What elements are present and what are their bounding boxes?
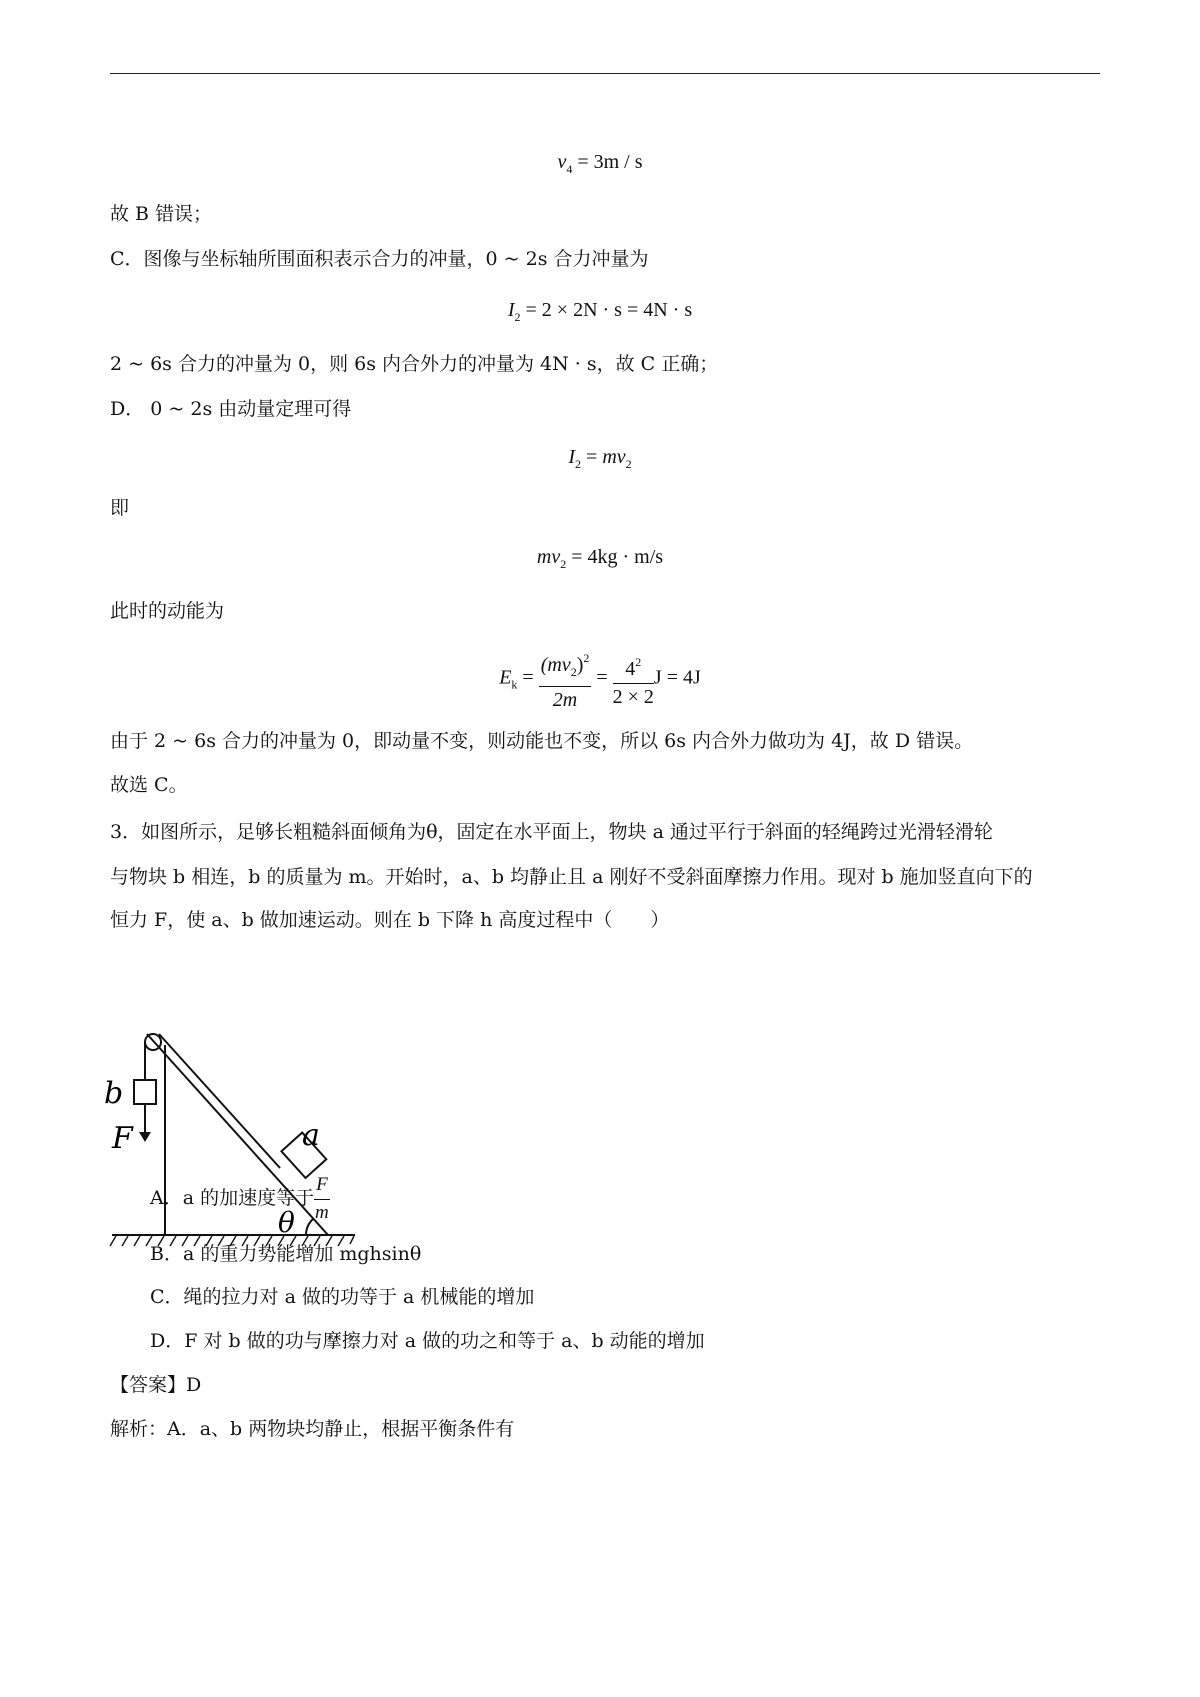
label-theta: θ: [278, 1206, 295, 1239]
line-b-wrong: 故 B 错误；: [110, 203, 213, 225]
rope-to-a: [159, 1034, 280, 1168]
equation-i2: $I_2 = 2 \times 2N \cdot s = 4N \cdot s$: [507, 299, 693, 324]
equation-v4: $v_4 = 3m / s$: [557, 151, 643, 176]
label-b: b: [104, 1076, 124, 1111]
analysis-line: 解析：A．a、b 两物块均静止，根据平衡条件有: [110, 1418, 515, 1440]
fraction-numeric: $\frac{4^2}{2 \times 2}$: [613, 649, 654, 710]
word-ji: 即: [110, 497, 130, 519]
block-b: [134, 1080, 156, 1104]
line-d-intro: D． 0 ~ 2s 由动量定理可得: [110, 398, 352, 420]
line-ek-intro: 此时的动能为: [110, 600, 225, 622]
label-force: F: [112, 1121, 133, 1156]
equation-mv2: $mv_2 = 4kg \cdot m/s$: [536, 546, 664, 571]
fraction-momentum: $\frac{(mv_2)^2}{2m}$: [539, 645, 592, 713]
equation-i2-mv2: $I_2 = mv_2$: [568, 446, 632, 471]
option-d: D．F 对 b 做的功与摩擦力对 a 做的功之和等于 a、b 动能的增加: [150, 1330, 705, 1352]
question3-line1: 3．如图所示，足够长粗糙斜面倾角为θ，固定在水平面上，物块 a 通过平行于斜面的轻绳跨过光滑轻滑轮: [110, 821, 993, 843]
option-c: C．绳的拉力对 a 做的功等于 a 机械能的增加: [150, 1286, 535, 1308]
question3-line2: 与物块 b 相连，b 的质量为 m。开始时，a、b 均静止且 a 刚好不受斜面摩擦力作用。现对 b 施加竖直向下的: [110, 866, 1033, 888]
fraction-f-over-m: $\frac{F}{m}$: [315, 1174, 329, 1223]
equation-ek: $E_k$ = $\frac{(mv_2)^2}{2m}$ = $\frac{4^2}{2 \times 2}$ J = 4J: [0, 645, 1200, 713]
force-arrowhead: [139, 1132, 151, 1142]
option-a: A．a 的加速度等于 $\frac{F}{m}$: [150, 1170, 330, 1226]
line-d-conclusion: 由于 2 ~ 6s 合力的冲量为 0，即动量不变，则动能也不变，所以 6s 内合外力做功为 4J，故 D 错误。: [110, 730, 974, 752]
line-c-conclusion: 2 ~ 6s 合力的冲量为 0，则 6s 内合外力的冲量为 4N · s，故 C 正确；: [110, 353, 719, 375]
line-choose: 故选 C。: [110, 774, 188, 796]
question3-line3: 恒力 F，使 a、b 做加速运动。则在 b 下降 h 高度过程中（ ）: [110, 909, 670, 931]
label-a: a: [302, 1118, 320, 1153]
line-c-intro: C．图像与坐标轴所围面积表示合力的冲量，0 ~ 2s 合力冲量为: [110, 248, 649, 270]
option-b: B．a 的重力势能增加 mghsinθ: [150, 1243, 422, 1265]
answer-line: 【答案】D: [110, 1374, 202, 1396]
header-rule: [110, 73, 1100, 74]
